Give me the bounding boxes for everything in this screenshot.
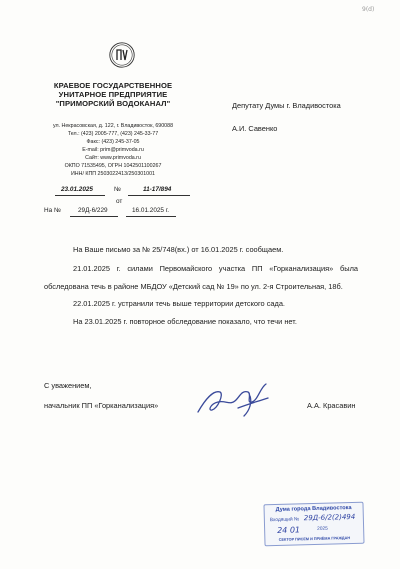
body-para4: На 23.01.2025 г. повторное обследование показало, что течи нет. bbox=[73, 317, 297, 326]
closing-greeting: С уважением, bbox=[44, 381, 92, 390]
recipient-name: А.И. Савенко bbox=[232, 124, 278, 133]
handwritten-signature bbox=[192, 378, 274, 422]
ref-number: 29Д-6/229 bbox=[78, 207, 108, 214]
body-para2-line2: обследована течь в районе МБДОУ «Детский сад № 19» по ул. 2-я Строительная, 18б. bbox=[44, 282, 343, 291]
contact-email: E-mail: prim@primvoda.ru bbox=[82, 147, 144, 153]
body-para2-line1: 21.01.2025 г. силами Первомайского участка ПП «Горканализация» была bbox=[73, 264, 358, 273]
signer-position: начальник ПП «Горканализация» bbox=[44, 401, 159, 410]
vodokanal-logo-icon bbox=[109, 42, 135, 68]
stamp-reg-number: 29Д-6/2(2)494 bbox=[303, 512, 356, 523]
ref-number-underline bbox=[70, 216, 118, 217]
ref-prefix: На № bbox=[44, 207, 61, 214]
org-name-line3: "ПРИМОРСКИЙ ВОДОКАНАЛ" bbox=[55, 99, 171, 108]
body-para3: 22.01.2025 г. устранили течь выше территории детского сада. bbox=[73, 299, 285, 308]
number-underline bbox=[128, 195, 190, 196]
stamp-year: 2025 bbox=[317, 526, 328, 532]
ref-date-underline bbox=[126, 216, 176, 217]
contact-site: Сайт: www.primvoda.ru bbox=[85, 155, 141, 161]
body-para1: На Ваше письмо за № 25/748(вх.) от 16.01.2025 г. сообщаем. bbox=[73, 245, 284, 254]
stamp-date: 24 01 bbox=[277, 525, 301, 535]
recipient-title: Депутату Думы г. Владивостока bbox=[232, 101, 341, 110]
outgoing-number: 11-17/894 bbox=[143, 186, 172, 193]
ref-date: 16.01.2025 г. bbox=[132, 207, 170, 214]
contact-fax: Факс: (423) 245-37-05 bbox=[86, 139, 140, 145]
stamp-footer: СЕКТОР ПИСЕМ И ПРИЁМА ГРАЖДАН bbox=[278, 536, 351, 542]
org-name-line2: УНИТАРНОЕ ПРЕДПРИЯТИЕ bbox=[58, 90, 168, 99]
contact-inn: ИНН/ КПП 2503022413/250301001 bbox=[70, 171, 156, 177]
contact-okpo: ОКПО 71535495, ОГРН 1042501100267 bbox=[64, 163, 162, 169]
date-underline bbox=[55, 195, 105, 196]
org-name-line1: КРАЕВОЕ ГОСУДАРСТВЕННОЕ bbox=[53, 81, 173, 90]
signer-name: А.А. Красавин bbox=[307, 401, 356, 410]
stamp-title: Дума города Владивостока bbox=[275, 505, 352, 513]
incoming-registration-stamp bbox=[263, 502, 364, 547]
contact-phone: Тел.: (423) 2005-777, (423) 245-33-77 bbox=[67, 131, 159, 137]
outgoing-date: 23.01.2025 bbox=[61, 186, 93, 193]
number-symbol: № bbox=[114, 186, 121, 193]
from-label: от bbox=[116, 198, 123, 205]
corner-mark: 9(d) bbox=[362, 6, 375, 13]
stamp-reg-label: Входящий № bbox=[269, 517, 300, 524]
contact-address: ул. Некрасовская, д. 122, г. Владивосток, 690088 bbox=[52, 123, 174, 129]
